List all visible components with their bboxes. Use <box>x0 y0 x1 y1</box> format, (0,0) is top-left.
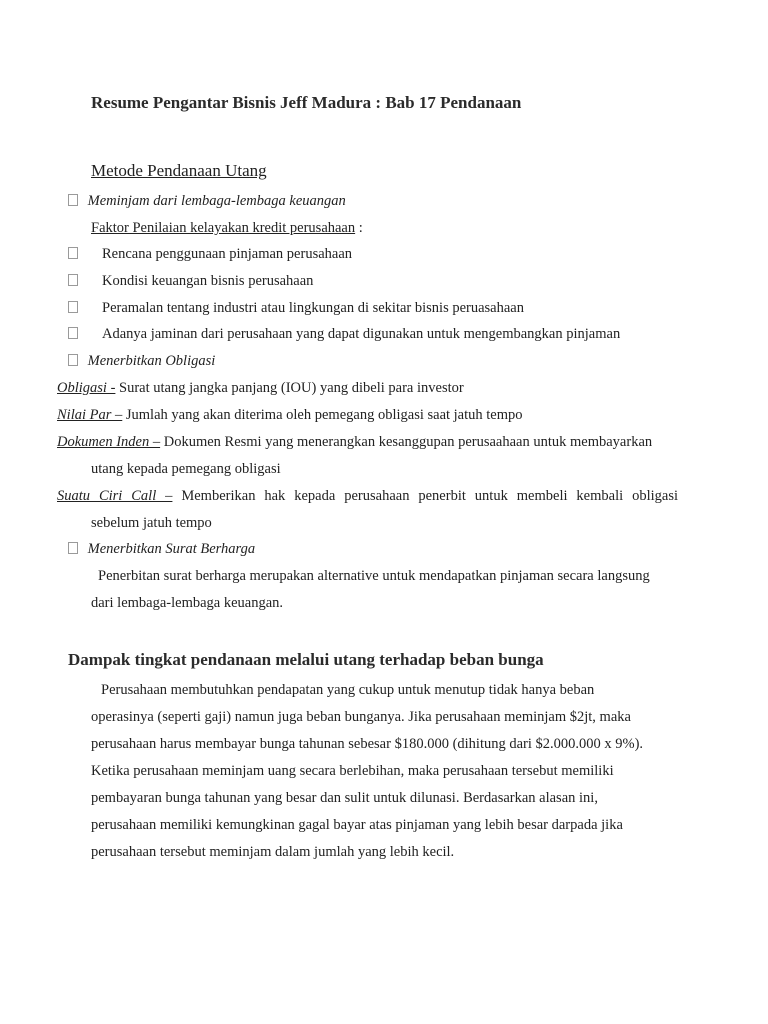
paragraph-line: Penerbitan surat berharga merupakan alternative untuk mendapatkan pinjaman secara langsung <box>98 568 650 584</box>
bullet-icon <box>68 542 78 554</box>
definition-nilai-par: Nilai Par – Jumlah yang akan diterima oleh pemegang obligasi saat jatuh tempo <box>57 407 523 423</box>
section-heading-dampak: Dampak tingkat pendanaan melalui utang terhadap beban bunga <box>68 650 544 669</box>
definition-ciri-call: Suatu Ciri Call – Memberikan hak kepada perusahaan penerbit untuk membeli kembali obligasi <box>57 488 678 504</box>
document-title: Resume Pengantar Bisnis Jeff Madura : Bab 17 Pendanaan <box>91 93 522 112</box>
definition-continuation: sebelum jatuh tempo <box>91 515 212 531</box>
bullet-text: Meminjam dari lembaga-lembaga keuangan <box>87 193 346 209</box>
paragraph-line: dari lembaga-lembaga keuangan. <box>91 595 284 611</box>
list-item: Rencana penggunaan pinjaman perusahaan <box>68 246 78 263</box>
section-heading-metode: Metode Pendanaan Utang <box>91 161 267 180</box>
definition-dokumen-inden: Dokumen Inden – Dokumen Resmi yang menerangkan kesanggupan perusaahaan untuk membayarkan <box>57 434 653 450</box>
bullet-icon <box>68 301 78 313</box>
bullet-item <box>68 353 215 370</box>
list-item: Kondisi keuangan bisnis perusahaan <box>68 273 78 290</box>
list-item: Adanya jaminan dari perusahaan yang dapat digunakan untuk mengembangkan pinjaman <box>68 326 78 343</box>
faktor-label: Faktor Penilaian kelayakan kredit perusahaan : <box>91 220 363 236</box>
bullet-icon <box>68 274 78 286</box>
definition-obligasi: Obligasi - Surat utang jangka panjang (IOU) yang dibeli para investor <box>57 380 464 396</box>
bullet-icon <box>68 247 78 259</box>
paragraph-line: Ketika perusahaan meminjam uang secara berlebihan, maka perusahaan tersebut memiliki <box>91 763 614 779</box>
bullet-text: Menerbitkan Obligasi <box>87 353 216 369</box>
bullet-icon <box>68 354 78 366</box>
paragraph-line: perusahaan harus membayar bunga tahunan sebesar $180.000 (dihitung dari $2.000.000 x 9%). <box>91 736 644 752</box>
paragraph-line: pembayaran bunga tahunan yang besar dan sulit untuk dilunasi. Berdasarkan alasan ini, <box>91 790 598 806</box>
paragraph-line: perusahaan memiliki kemungkinan gagal bayar atas pinjaman yang lebih besar darpada jika <box>91 817 623 833</box>
bullet-icon <box>68 327 78 339</box>
paragraph-line: operasinya (seperti gaji) namun juga beban bunganya. Jika perusahaan meminjam $2jt, maka <box>91 709 631 725</box>
bullet-icon <box>68 194 78 206</box>
paragraph-line: Perusahaan membutuhkan pendapatan yang cukup untuk menutup tidak hanya beban <box>101 682 595 698</box>
bullet-item <box>68 541 255 558</box>
bullet-text: Menerbitkan Surat Berharga <box>87 541 256 557</box>
bullet-item <box>68 193 346 210</box>
list-item: Peramalan tentang industri atau lingkungan di sekitar bisnis peruasahaan <box>68 300 78 317</box>
definition-continuation: utang kepada pemegang obligasi <box>91 461 281 477</box>
paragraph-line: perusahaan tersebut meminjam dalam jumlah yang lebih kecil. <box>91 844 455 860</box>
